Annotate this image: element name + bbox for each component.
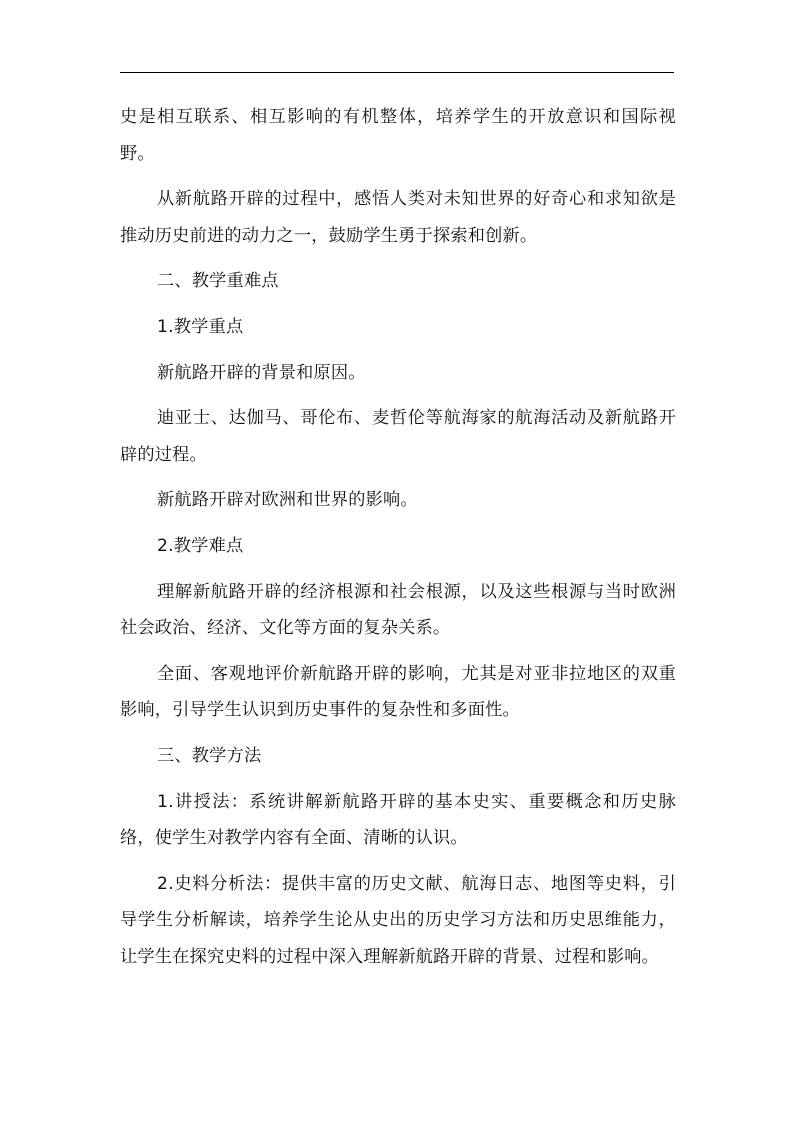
- paragraph: 1.讲授法：系统讲解新航路开辟的基本史实、重要概念和历史脉络，使学生对教学内容有全面、清晰的认识。: [120, 791, 676, 849]
- header-rule: [120, 72, 674, 73]
- section-heading: 三、教学方法: [157, 745, 262, 766]
- paragraph-continuation: 史是相互联系、相互影响的有机整体，培养学生的开放意识和国际视野。: [120, 107, 676, 164]
- document-body: [120, 99, 676, 984]
- paragraph: 从新航路开辟的过程中，感悟人类对未知世界的好奇心和求知欲是推动历史前进的动力之一，鼓励学生勇于探索和创新。: [120, 189, 676, 246]
- subsection-heading: 1.教学重点: [157, 316, 244, 337]
- subsection-heading: 2.教学难点: [157, 535, 244, 556]
- paragraph: 理解新航路开辟的经济根源和社会根源，以及这些根源与当时欧洲社会政治、经济、文化等方面的复杂关系。: [120, 581, 676, 639]
- paragraph: 新航路开辟的背景和原因。: [157, 362, 366, 383]
- paragraph: 2.史料分析法：提供丰富的历史文献、航海日志、地图等史料，引导学生分析解读，培养学生论从史出的历史学习方法和历史思维能力，让学生在探究史料的过程中深入理解新航路开辟的背景、过程和影响。: [120, 873, 676, 967]
- paragraph: 新航路开辟对欧洲和世界的影响。: [157, 490, 418, 511]
- paragraph: 迪亚士、达伽马、哥伦布、麦哲伦等航海家的航海活动及新航路开辟的过程。: [120, 408, 676, 465]
- section-heading: 二、教学重难点: [157, 271, 279, 292]
- paragraph: 全面、客观地评价新航路开辟的影响，尤其是对亚非拉地区的双重影响，引导学生认识到历史事件的复杂性和多面性。: [120, 663, 676, 721]
